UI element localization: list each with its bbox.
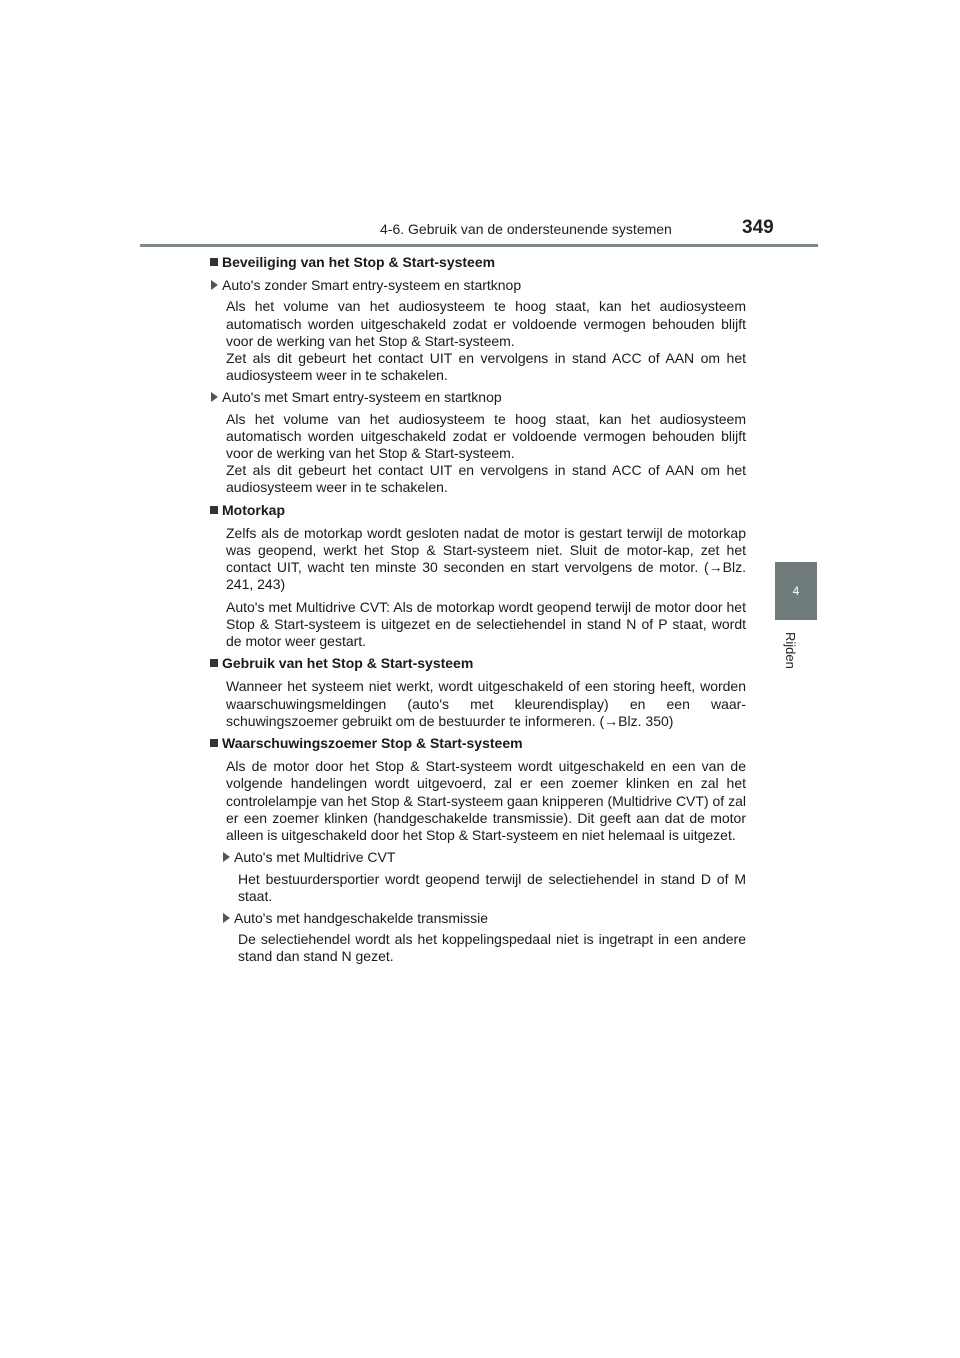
paragraph: Als de motor door het Stop & Start-systeem wordt uitgeschakeld en een van de volgende handelingen wordt uitgevoerd, zal er een zoemer klinken en zal het controlelampje van het Stop & Start-systeem gaan knipperen (Multidrive CVT) of zal er een zoemer klinken (handgeschakelde transmissie). Dit geeft aan dat de motor alleen is uitgeschakeld door het Stop & Start-systeem en niet helemaal is uitgezet. <box>226 758 746 844</box>
triangle-bullet-icon <box>211 280 218 290</box>
chapter-label: Rijden <box>783 632 798 669</box>
section-title: Waarschuwingszoemer Stop & Start-systeem <box>222 735 523 752</box>
section-heading <box>210 655 746 672</box>
subsection-heading <box>211 389 746 406</box>
paragraph: Zet als dit gebeurt het contact UIT en vervolgens in stand ACC of AAN om het audiosysteem weer in te schakelen. <box>226 462 746 496</box>
square-bullet-icon <box>210 659 218 667</box>
section-title: Gebruik van het Stop & Start-systeem <box>222 655 474 672</box>
page-content <box>211 254 746 971</box>
subsection-heading <box>211 277 746 294</box>
triangle-bullet-icon <box>223 913 230 923</box>
square-bullet-icon <box>210 506 218 514</box>
section-heading <box>210 735 746 752</box>
chapter-tab[interactable] <box>775 562 817 620</box>
section-title: Motorkap <box>222 501 285 518</box>
subsection-title: Auto's met Smart entry-systeem en startknop <box>222 389 502 406</box>
triangle-bullet-icon <box>223 852 230 862</box>
page-number: 349 <box>742 217 774 238</box>
paragraph: Wanneer het systeem niet werkt, wordt uitgeschakeld of een storing heeft, worden waarschuwingsmeldingen (auto's met kleurendisplay) en een waar-schuwingszoemer gebruikt om de bestuurder te informeren. (→Blz. 350) <box>226 678 746 729</box>
subsection-heading <box>223 849 746 866</box>
paragraph: Als het volume van het audiosysteem te hoog staat, kan het audiosysteem automatisch worden uitgeschakeld zodat er voldoende vermogen behouden blijft voor de werking van het Stop & Start-systeem. <box>226 298 746 349</box>
running-header: 4-6. Gebruik van de ondersteunende systemen <box>380 221 672 237</box>
subsection-title: Auto's met Multidrive CVT <box>234 849 396 866</box>
subsection-heading <box>223 910 746 927</box>
chapter-number: 4 <box>792 584 800 598</box>
paragraph: Zet als dit gebeurt het contact UIT en vervolgens in stand ACC of AAN om het audiosysteem weer in te schakelen. <box>226 350 746 384</box>
section-heading <box>210 254 746 271</box>
subsection-title: Auto's zonder Smart entry-systeem en startknop <box>222 277 522 294</box>
section-title: Beveiliging van het Stop & Start-systeem <box>222 254 496 270</box>
subsection-title: Auto's met handgeschakelde transmissie <box>234 909 489 926</box>
square-bullet-icon <box>210 258 218 266</box>
header-divider <box>140 244 818 247</box>
paragraph: De selectiehendel wordt als het koppelingspedaal niet is ingetrapt in een andere stand dan stand N gezet. <box>238 931 746 965</box>
paragraph: Zelfs als de motorkap wordt gesloten nadat de motor is gestart terwijl de motorkap was geopend, werkt het Stop & Start-systeem niet. Sluit de motor-kap, zet het contact UIT, wacht ten minste 30 seconden en start vervolgens de motor. (→Blz. 241, 243) <box>226 524 746 593</box>
paragraph: Het bestuurdersportier wordt geopend terwijl de selectiehendel in stand D of M staat. <box>238 870 746 904</box>
triangle-bullet-icon <box>211 392 218 402</box>
section-heading <box>210 502 746 519</box>
paragraph: Auto's met Multidrive CVT: Als de motorkap wordt geopend terwijl de motor door het Stop & Start-systeem is uitgezet en de selectiehendel in stand N of P staat, wordt de motor weer gestart. <box>226 598 746 650</box>
paragraph: Als het volume van het audiosysteem te hoog staat, kan het audiosysteem automatisch worden uitgeschakeld zodat er voldoende vermogen behouden blijft voor de werking van het Stop & Start-systeem. <box>226 410 746 462</box>
square-bullet-icon <box>210 739 218 747</box>
